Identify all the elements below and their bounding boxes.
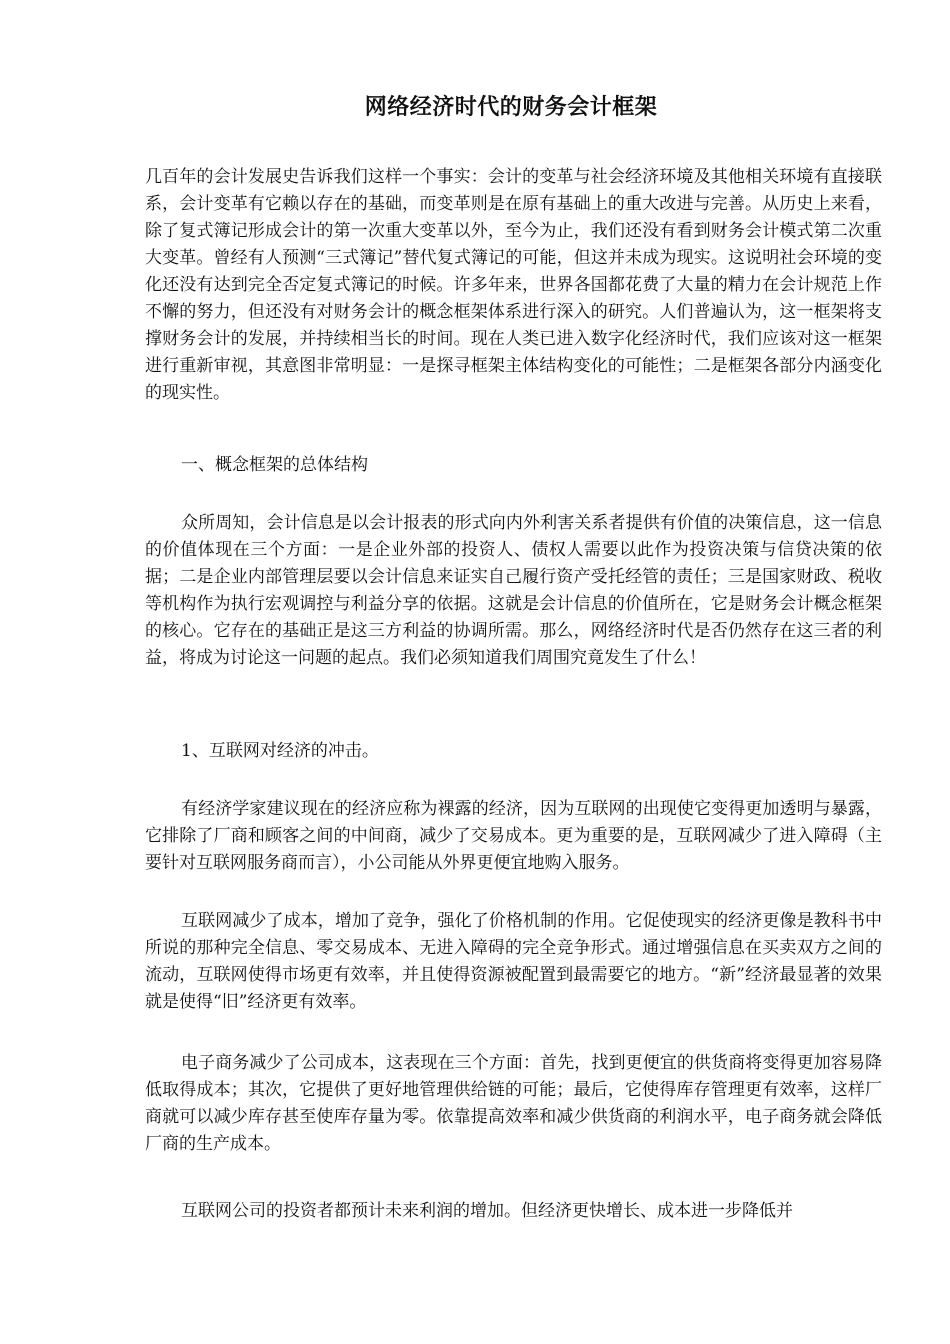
body-paragraph: 互联网减少了成本，增加了竞争，强化了价格机制的作用。它促使现实的经济更像是教科书中所说的那种完全信息、零交易成本、无进入障碍的完全竞争形式。通过增强信息在买卖双方之间的流动，互联网使得市场更有效率，并且使得资源被配置到最需要它的地方。“新”经济最显著的效果就是使得“旧”经济更有效率。: [145, 911, 882, 1012]
body-paragraph: 电子商务减少了公司成本，这表现在三个方面：首先，找到更便宜的供货商将变得更加容易降低取得成本；其次，它提供了更好地管理供给链的可能；最后，它使得库存管理更有效率，这样厂商就可以减少库存甚至使库存量为零。依靠提高效率和减少供货商的利润水平，电子商务就会降低厂商的生产成本。: [145, 1053, 882, 1154]
body-paragraph: 互联网公司的投资者都预计未来利润的增加。但经济更快增长、成本进一步降低并: [181, 1201, 793, 1221]
sub-heading: 1、互联网对经济的冲击。: [181, 741, 379, 761]
section-heading: 一、概念框架的总体结构: [181, 455, 368, 475]
body-paragraph: 有经济学家建议现在的经济应称为裸露的经济，因为互联网的出现使它变得更加透明与暴露，它排除了厂商和顾客之间的中间商，减少了交易成本。更为重要的是，互联网减少了进入障碍（主要针对互联网服务商而言），小公司能从外界更便宜地购入服务。: [145, 799, 882, 873]
body-paragraph: 众所周知，会计信息是以会计报表的形式向内外利害关系者提供有价值的决策信息，这一信息的价值体现在三个方面：一是企业外部的投资人、债权人需要以此作为投资决策与信贷决策的依据；二是企业内部管理层要以会计信息来证实自己履行资产受托经管的责任；三是国家财政、税收等机构作为执行宏观调控与利益分享的依据。这就是会计信息的价值所在，它是财务会计概念框架的核心。它存在的基础正是这三方利益的协调所需。那么，网络经济时代是否仍然存在这三者的利益，将成为讨论这一问题的起点。我们必须知道我们周围究竟发生了什么！: [145, 513, 882, 668]
intro-paragraph: 几百年的会计发展史告诉我们这样一个事实：会计的变革与社会经济环境及其他相关环境有直接联系，会计变革有它赖以存在的基础，而变革则是在原有基础上的重大改进与完善。从历史上来看，除了复式簿记形成会计的第一次重大变革以外，至今为止，我们还没有看到财务会计模式第二次重大变革。曾经有人预测“三式簿记”替代复式簿记的可能，但这并未成为现实。这说明社会环境的变化还没有达到完全否定复式簿记的时候。许多年来，世界各国都花费了大量的精力在会计规范上作不懈的努力，但还没有对财务会计的概念框架体系进行深入的研究。人们普遍认为，这一框架将支撑财务会计的发展，并持续相当长的时间。现在人类已进入数字化经济时代，我们应该对这一框架进行重新审视，其意图非常明显：一是探寻框架主体结构变化的可能性；二是框架各部分内涵变化的现实性。: [145, 167, 882, 403]
document-title: 网络经济时代的财务会计框架: [364, 94, 658, 120]
